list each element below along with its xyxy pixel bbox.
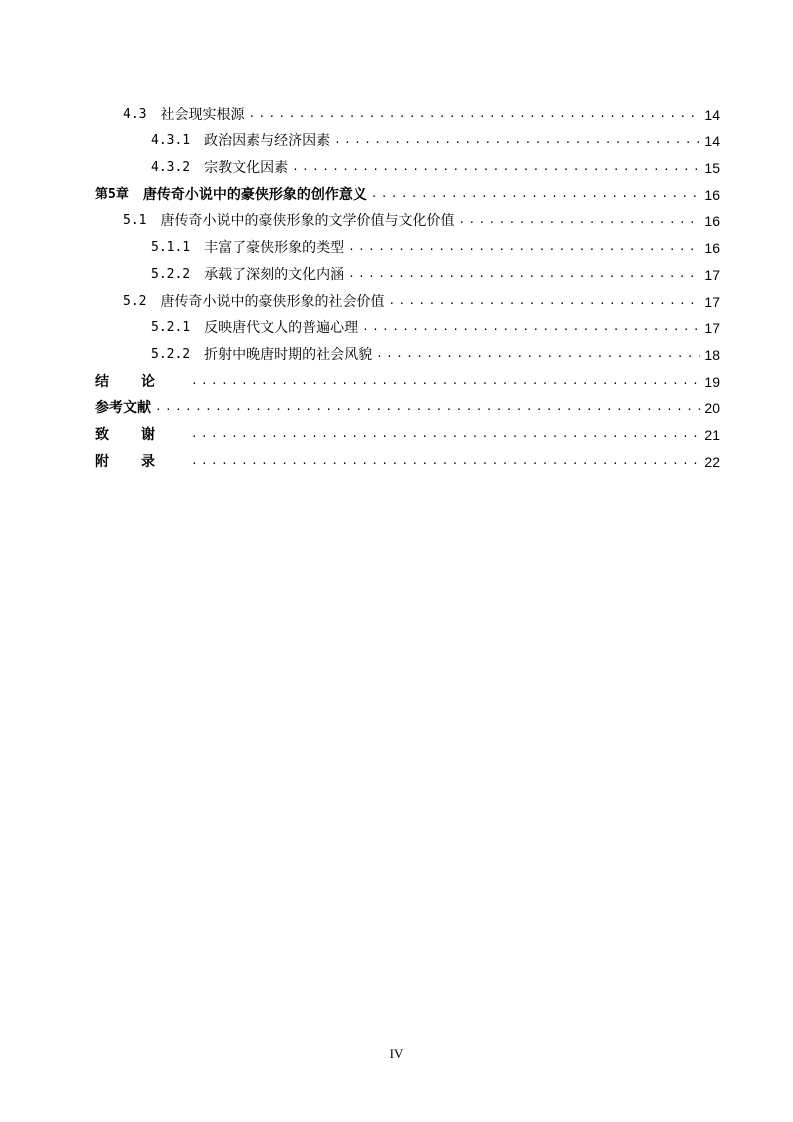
toc-entry-page: 21 [704,426,720,443]
toc-entry-title: 社会现实根源 [160,106,245,123]
toc-entry-number: 4.3 [123,106,147,122]
toc-entry-page: 14 [704,133,720,150]
toc-references-entry[interactable] [95,392,720,419]
toc-appendix-entry[interactable] [95,445,720,472]
toc-entry-page: 17 [704,320,720,337]
toc-entry-title: 丰富了豪侠形象的类型 [204,240,345,257]
toc-entry-title: 宗教文化因素 [204,160,289,177]
toc-entry-number: 5.1.1 [151,240,191,256]
dot-leader [388,294,700,308]
toc-entry-title: 唐传奇小说中的豪侠形象的文学价值与文化价值 [160,213,455,230]
dot-leader [362,320,700,334]
toc-entry-number: 第5章 [95,186,129,202]
toc-entry[interactable] [95,125,720,152]
toc-entry-title: 结论 [95,373,187,390]
toc-entry-title: 参考文献 [95,400,151,417]
toc-entry-page: 17 [704,293,720,310]
toc-entry-number: 4.3.2 [151,160,191,176]
page-number-footer: IV [389,1046,404,1061]
dot-leader [191,374,700,388]
toc-acknowledgements-entry[interactable] [95,418,720,445]
table-of-contents [95,98,720,472]
dot-leader [334,133,700,147]
toc-entry-page: 15 [704,160,720,177]
toc-entry[interactable] [95,231,720,258]
toc-entry-title: 反映唐代文人的普遍心理 [204,320,359,337]
toc-entry-title: 唐传奇小说中的豪侠形象的社会价值 [160,293,385,310]
toc-entry-title: 承载了深刻的文化内涵 [204,266,345,283]
toc-entry[interactable] [95,98,720,125]
toc-entry-title: 唐传奇小说中的豪侠形象的创作意义 [142,186,367,203]
dot-leader [191,454,700,468]
dot-leader [292,160,700,174]
dot-leader [348,267,700,281]
toc-entry-page: 20 [704,400,720,417]
toc-entry[interactable] [95,205,720,232]
toc-entry-page: 22 [704,453,720,470]
toc-entry-page: 16 [704,240,720,257]
toc-entry-page: 16 [704,213,720,230]
dot-leader [376,347,700,361]
toc-entry[interactable] [95,338,720,365]
toc-entry-page: 16 [704,186,720,203]
toc-chapter-entry[interactable] [95,178,720,205]
toc-entry-page: 14 [704,106,720,123]
toc-entry-title: 折射中晚唐时期的社会风貌 [204,346,373,363]
toc-entry-title: 附录 [95,453,187,470]
toc-conclusion-entry[interactable] [95,365,720,392]
toc-entry-number: 5.2.1 [151,320,191,336]
toc-entry-title: 政治因素与经济因素 [204,133,331,150]
toc-entry-number: 5.2.2 [151,266,191,282]
toc-entry-number: 5.2 [123,293,147,309]
toc-entry-page: 17 [704,266,720,283]
toc-entry-number: 5.1 [123,213,147,229]
toc-entry-number: 5.2.2 [151,346,191,362]
toc-entry[interactable] [95,151,720,178]
dot-leader [348,240,700,254]
toc-entry[interactable] [95,312,720,339]
dot-leader [371,187,700,201]
toc-entry[interactable] [95,285,720,312]
dot-leader [155,400,700,414]
dot-leader [191,427,700,441]
dot-leader [458,213,700,227]
toc-entry-page: 19 [704,373,720,390]
toc-entry-title: 致谢 [95,426,187,443]
toc-entry-page: 18 [704,346,720,363]
toc-entry-number: 4.3.1 [151,133,191,149]
toc-entry[interactable] [95,258,720,285]
dot-leader [248,107,700,121]
